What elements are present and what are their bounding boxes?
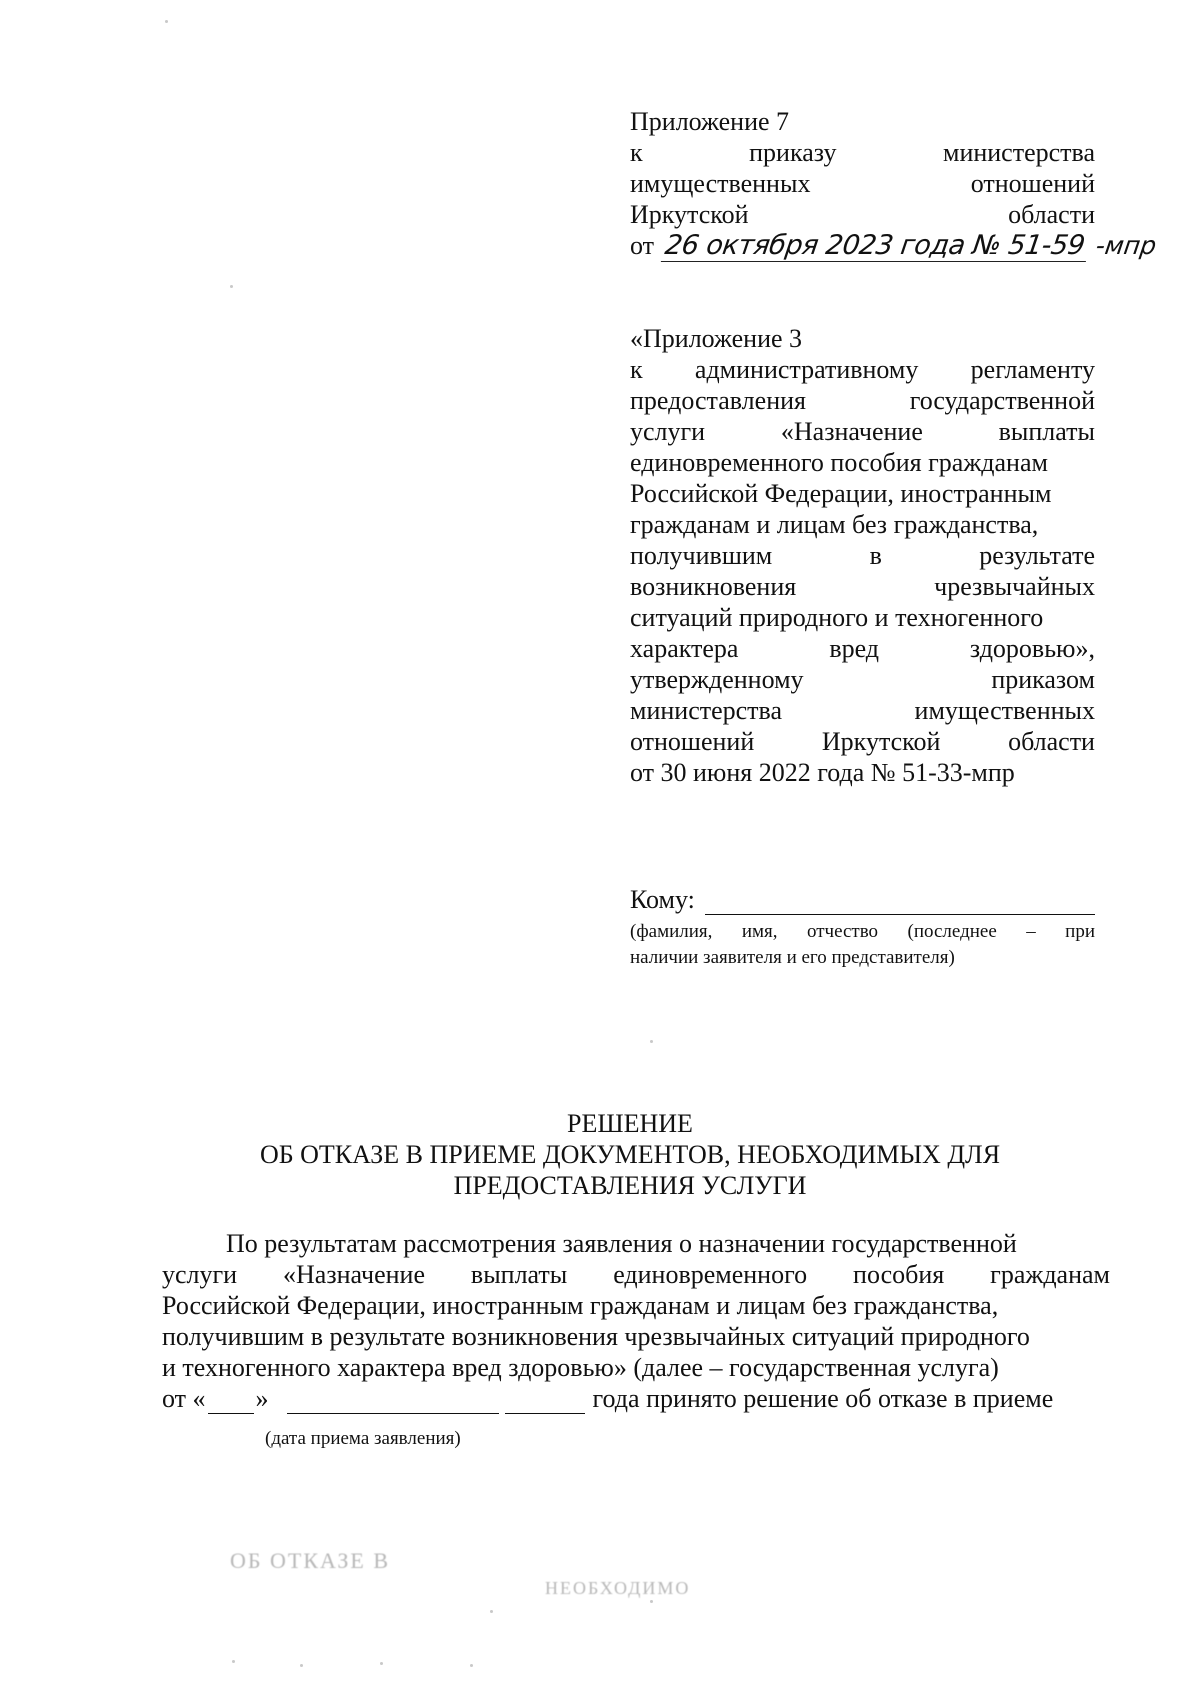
body-text-line: получившим в результате возникновения чрезвычайных ситуаций природного (162, 1322, 1030, 1351)
date-close-quote: » (255, 1384, 269, 1413)
body-line-6 (162, 1383, 1110, 1414)
body-text-line: По результатам рассмотрения заявления о назначении государственной (226, 1229, 1017, 1258)
date-prefix: от (630, 231, 655, 260)
scan-speck (490, 1610, 493, 1613)
attachment-7-title: Приложение 7 (630, 107, 790, 136)
handwritten-date: 26 октября 2023 года № 51-59 (660, 231, 1090, 262)
attachment-3-line: ситуаций природного и техногенного (630, 603, 1044, 632)
attachment-3-line: гражданам и лицам без гражданства, (630, 510, 1039, 539)
bleed-through-text: НЕОБХОДИМО (545, 1578, 691, 1598)
title-line-2: ОБ ОТКАЗЕ В ПРИЕМЕ ДОКУМЕНТОВ, НЕОБХОДИМЫХ ДЛЯ (259, 1140, 1001, 1169)
date-open-quote: от « (162, 1384, 206, 1413)
word: возникновения (630, 572, 797, 601)
word: выплаты (998, 417, 1095, 446)
word: Иркутской (630, 200, 749, 229)
word: имя, (741, 921, 778, 942)
attachment-3-line (630, 633, 1095, 664)
word: Иркутской (821, 727, 941, 756)
word: характера (630, 634, 739, 663)
body-text-line: Российской Федерации, иностранным гражданам и лицам без гражданства, (162, 1291, 999, 1320)
word: вред (829, 634, 880, 663)
attachment-3-line (630, 540, 1095, 571)
scan-speck (232, 1660, 235, 1663)
attachment-7-line-2 (630, 137, 1095, 168)
attachment-7-block (630, 106, 1159, 262)
body-line-3 (162, 1290, 1110, 1321)
body-text-line: и техногенного характера вред здоровью» (далее – государственная услуга) (162, 1353, 999, 1382)
word: государственной (909, 386, 1095, 415)
date-hint: (дата приема заявления) (265, 1428, 461, 1449)
scan-speck (470, 1664, 473, 1667)
recipient-block (630, 884, 1095, 971)
attachment-3-line (630, 664, 1095, 695)
body-line-4 (162, 1321, 1110, 1352)
word: отношений (630, 727, 755, 756)
recipient-hint (630, 919, 1095, 971)
attachment-3-line (630, 385, 1095, 416)
word: гражданам (990, 1260, 1110, 1289)
attachment-7-date-line (630, 230, 1159, 262)
word: утвержденному (630, 665, 804, 694)
word: министерства (942, 138, 1095, 167)
word: (последнее (907, 921, 997, 942)
year-blank (505, 1391, 585, 1414)
body-line-5 (162, 1352, 1110, 1383)
recipient-label: Кому: (630, 885, 695, 914)
body-text-line: года принято решение об отказе в приеме (592, 1384, 1054, 1413)
word: приказом (991, 665, 1095, 694)
attachment-3-line (630, 695, 1095, 726)
scan-speck (650, 1600, 653, 1603)
word: отчество (806, 921, 879, 942)
word: приказу (749, 138, 837, 167)
word: услуги (630, 417, 706, 446)
word: министерства (630, 696, 783, 725)
attachment-3-line (630, 571, 1095, 602)
scan-speck (380, 1662, 383, 1665)
word: к (630, 355, 643, 384)
scan-speck (300, 1664, 303, 1667)
recipient-blank-line (705, 890, 1095, 915)
title-line-3: ПРЕДОСТАВЛЕНИЯ УСЛУГИ (453, 1171, 807, 1200)
attachment-3-line: от 30 июня 2022 года № 51-33-мпр (630, 758, 1015, 787)
attachment-3-block (630, 323, 1095, 788)
attachment-7-line-4 (630, 199, 1095, 230)
word: пособия (853, 1260, 945, 1289)
month-blank (287, 1391, 499, 1414)
word: имущественных (630, 169, 811, 198)
title-line-1: РЕШЕНИЕ (567, 1109, 693, 1138)
word: «Назначение (780, 417, 923, 446)
document-title (160, 1108, 1100, 1201)
bleed-through-text: ОБ ОТКАЗЕ В (230, 1548, 390, 1573)
recipient-field (630, 884, 1095, 915)
recipient-hint-line-2: наличии заявителя и его представителя) (630, 947, 955, 968)
body-line-1 (162, 1228, 1110, 1259)
word: в (869, 541, 882, 570)
word: регламенту (970, 355, 1095, 384)
body-line-2 (162, 1259, 1110, 1290)
word: получившим (630, 541, 773, 570)
attachment-3-line: Российской Федерации, иностранным (630, 479, 1052, 508)
word: имущественных (914, 696, 1095, 725)
word: к (630, 138, 643, 167)
recipient-hint-line-1 (630, 919, 1095, 945)
word: административному (694, 355, 919, 384)
word: услуги (162, 1260, 238, 1289)
attachment-3-line: единовременного пособия гражданам (630, 448, 1048, 477)
scan-speck (165, 20, 168, 23)
word: области (1008, 200, 1095, 229)
word: области (1008, 727, 1095, 756)
word: единовременного (613, 1260, 808, 1289)
word: предоставления (630, 386, 806, 415)
attachment-3-line (630, 726, 1095, 757)
word: чрезвычайных (934, 572, 1095, 601)
attachment-3-line (630, 416, 1095, 447)
scan-speck (230, 285, 233, 288)
word: выплаты (470, 1260, 568, 1289)
word: здоровью», (969, 634, 1095, 663)
word: «Назначение (283, 1260, 425, 1289)
body-paragraph (162, 1228, 1110, 1414)
scan-speck (650, 1040, 653, 1043)
day-blank (208, 1391, 254, 1414)
word: при (1065, 921, 1095, 942)
attachment-7-line-3 (630, 168, 1095, 199)
word: – (1026, 921, 1036, 942)
handwritten-suffix: -мпр (1094, 231, 1159, 260)
word: (фамилия, (630, 921, 713, 942)
attachment-3-title: «Приложение 3 (630, 324, 803, 353)
word: результате (979, 541, 1095, 570)
word: отношений (970, 169, 1095, 198)
attachment-3-line (630, 354, 1095, 385)
